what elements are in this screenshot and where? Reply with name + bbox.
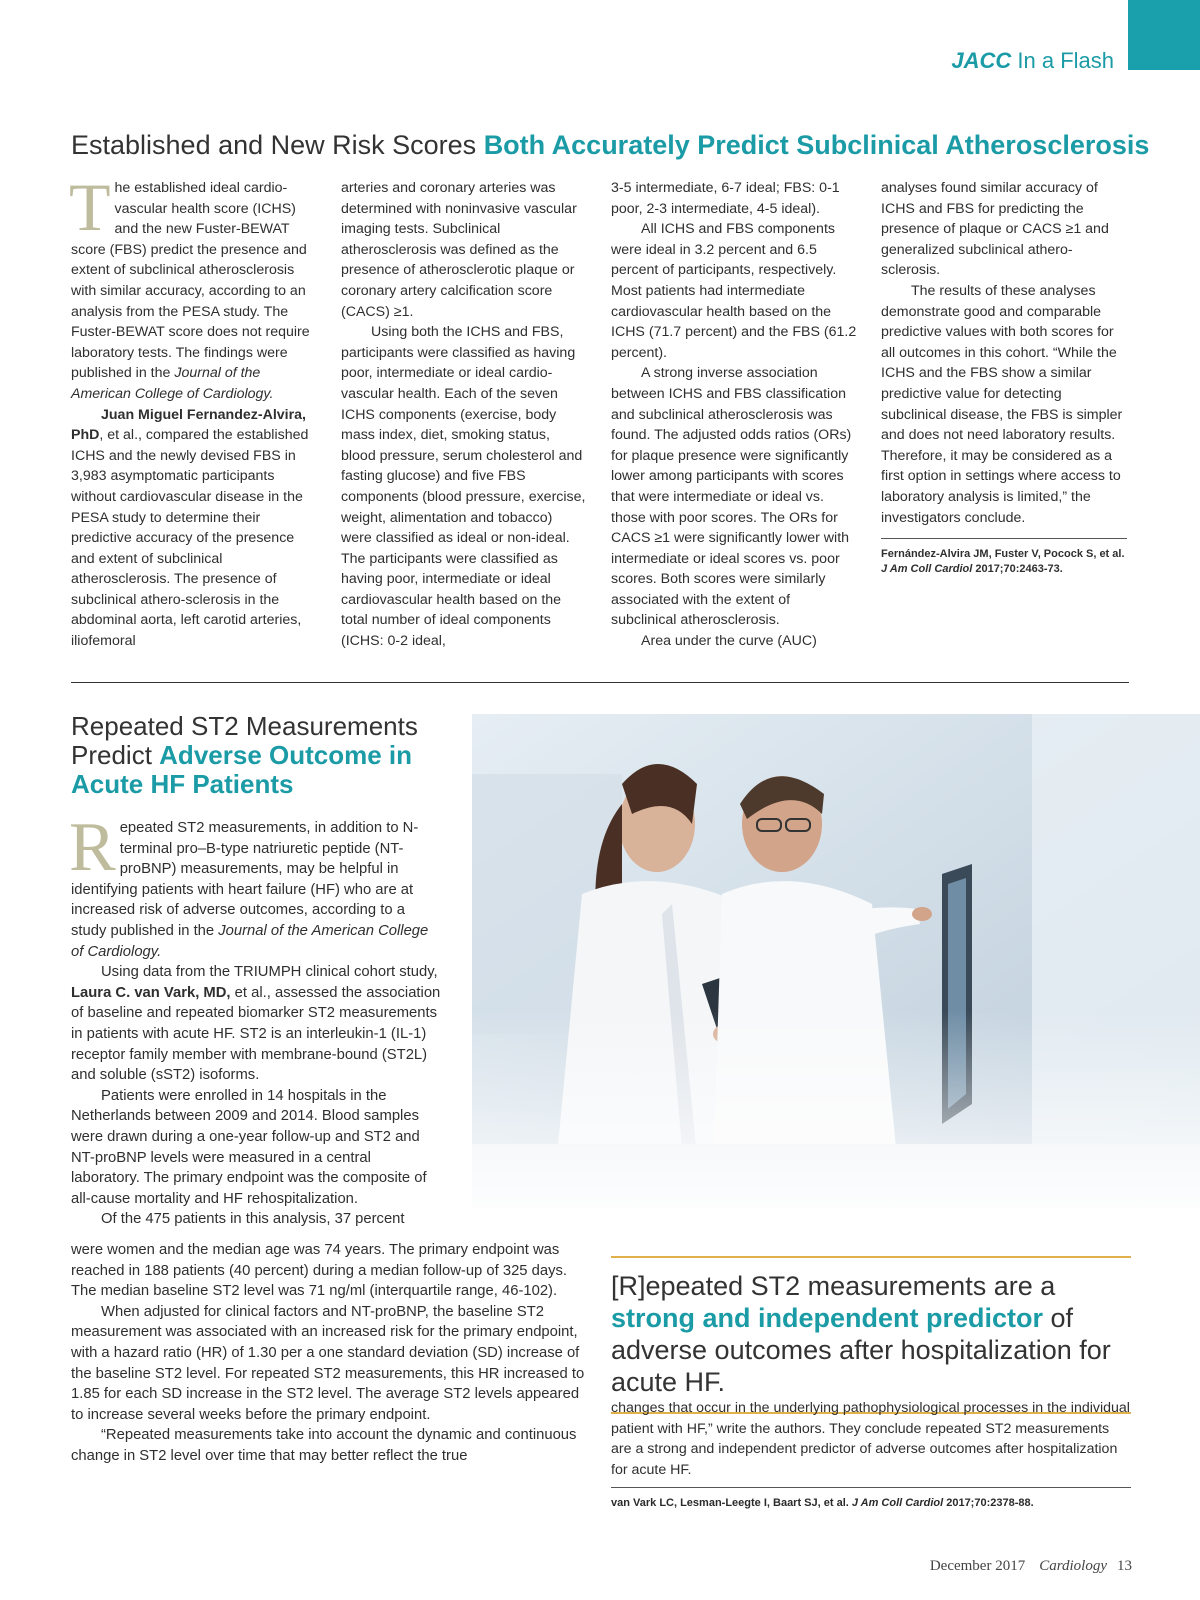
article2-paragraph: were women and the median age was 74 years. The primary endpoint was reached in 188 patients (40 percent) during a median follow-up of 325 days. The median baseline ST2 level was 71 ng/ml (interquartile range, 46-102). — [71, 1242, 568, 1300]
article2-title: Repeated ST2 Measurements Predict Adverse Outcome in Acute HF Patients — [71, 711, 418, 799]
page-footer — [930, 1558, 1132, 1575]
page-number: 13 — [1117, 1558, 1132, 1574]
article1-column-1 — [69, 169, 317, 652]
dropcap: T — [69, 169, 111, 245]
article1-column-3 — [611, 178, 857, 652]
article1-paragraph: analyses found similar accuracy of ICHS and FBS for predicting the presence of plaque or CACS ≥1 and generalized subclinical athero-sclerosis. — [881, 180, 1109, 279]
magazine-name: Cardiology — [1039, 1558, 1107, 1574]
corner-tab — [1128, 0, 1200, 70]
article1-paragraph: 3-5 intermediate, 6-7 ideal; FBS: 0-1 poor, 2-3 intermediate, 4-5 ideal). — [611, 180, 840, 217]
article1-title — [71, 128, 1150, 162]
article1-paragraph: The established ideal cardio-vascular health score (ICHS) and the new Fuster-BEWAT score (FBS) predict the presence and extent of subclinical atherosclerosis with similar accuracy, according to an analysis from the PESA study. The Fuster-BEWAT score does not require laboratory tests. The findings were published in the Journal of the American College of Cardiology. — [69, 169, 310, 402]
pull-quote: [R]epeated ST2 measurements are a strong and independent predictor of adverse outcomes after hospitalization for acute HF. — [611, 1256, 1131, 1414]
article1-paragraph: Juan Miguel Fernandez-Alvira, PhD, et al., compared the established ICHS and the newly devised FBS in 3,983 asymptomatic participants without cardiovascular disease in the PESA study to determine their predictive accuracy of the presence and extent of subclinical atherosclerosis. The presence of subclinical athero-sclerosis in the abdominal aorta, left carotid arteries, iliofemoral — [71, 406, 309, 650]
author-name: Laura C. van Vark, MD, — [71, 984, 231, 1001]
article1-paragraph: Area under the curve (AUC) — [641, 633, 817, 650]
article1-column-2 — [341, 178, 587, 652]
article1-title-plain: Established and New Risk Scores — [71, 130, 484, 160]
article2-column-wide — [71, 1240, 591, 1467]
section-header — [951, 48, 1114, 74]
section-divider — [71, 682, 1129, 683]
article2-paragraph: changes that occur in the underlying pathophysiological processes in the individual patient with HF,” write the authors. They conclude repeated ST2 measurements are a strong and independent predictor of adverse outcomes after hospitalization for acute HF. — [611, 1400, 1130, 1478]
article1-paragraph: The results of these analyses demonstrate good and comparable predictive values with both scores for all outcomes in this cohort. “While the ICHS and the FBS show a similar predictive value for detecting subclinical disease, the FBS is simpler and does not need laboratory results. Therefore, it may be considered as a first option in settings where access to laboratory analysis is limited,” the investigators conclude. — [881, 282, 1123, 526]
header-section: In a Flash — [1017, 48, 1114, 73]
article1-paragraph: A strong inverse association between ICHS and FBS classification and subclinical atherosclerosis was found. The adjusted odds ratios (ORs) for plaque presence were significantly lower among participants with scores that were intermediate or ideal vs. those with poor scores. The ORs for CACS ≥1 were significantly lower with intermediate or ideal scores vs. poor scores. Both scores were similarly associated with the extent of subclinical atherosclerosis. — [611, 365, 852, 629]
article2-paragraph: Using data from the TRIUMPH clinical cohort study, Laura C. van Vark, MD, et al., assessed the association of baseline and repeated biomarker ST2 measurements in patients with acute HF. ST2 is an interleukin-1 (IL-1) receptor family member with membrane-bound (ST2L) and soluble (sST2) isoforms. — [71, 964, 441, 1084]
article2-column-right — [611, 1398, 1131, 1480]
article2-paragraph: When adjusted for clinical factors and NT-proBNP, the baseline ST2 measurement was associated with an increased risk for the primary endpoint, with a hazard ratio (HR) of 1.30 per a one standard deviation (SD) increase of the baseline ST2 level. For repeated ST2 measurements, this HR increased to 1.85 for each SD increase in the ST2 level. The average ST2 levels appeared to increase several weeks before the primary endpoint. — [71, 1303, 585, 1423]
author-name: Juan Miguel Fernandez-Alvira, PhD — [71, 406, 306, 444]
article2-paragraph: Repeated ST2 measurements, in addition to N-terminal pro–B-type natriuretic peptide (NT-proBNP) measurements, may be helpful in identifying patients with heart failure (HF) who are at increased risk of adverse outcomes, according to a study published in the Journal of the American College of Cardiology. — [69, 809, 429, 960]
article2-column-left — [69, 809, 441, 1230]
article1-citation: Fernández-Alvira JM, Fuster V, Pocock S, et al. J Am Coll Cardiol 2017;70:2463-73. — [881, 538, 1127, 577]
article2-paragraph: Patients were enrolled in 14 hospitals in the Netherlands between 2009 and 2014. Blood samples were drawn during a one-year follow-up and ST2 and NT-proBNP levels were measured in a central laboratory. The primary endpoint was the composite of all-cause mortality and HF rehospitalization. — [71, 1087, 427, 1207]
article2-citation: van Vark LC, Lesman-Leegte I, Baart SJ, et al. J Am Coll Cardiol 2017;70:2378-88. — [611, 1487, 1131, 1511]
article1-paragraph: arteries and coronary arteries was determined with noninvasive vascular imaging tests. Subclinical atherosclerosis was defined as the presence of atherosclerotic plaque or coronary artery calcification score (CACS) ≥1. — [341, 180, 577, 320]
lab-photo-illustration — [472, 714, 1200, 1208]
article2-paragraph: “Repeated measurements take into account the dynamic and continuous change in ST2 level over time that may better reflect the true — [71, 1427, 577, 1464]
issue-date: December 2017 — [929, 1558, 1026, 1574]
article1-paragraph: Using both the ICHS and FBS, participants were classified as having poor, intermediate or ideal cardio-vascular health. Each of the seven ICHS components (exercise, body mass index, diet, smoking status, blood pressure, serum cholesterol and fasting glucose) and five FBS components (blood pressure, exercise, weight, alimentation and tobacco) were classified as ideal or non-ideal. The participants were classified as having poor, intermediate or ideal cardiovascular health based on the total number of ideal components (ICHS: 0-2 ideal, — [341, 324, 586, 650]
article1-title-highlight: Both Accurately Predict Subclinical Atherosclerosis — [483, 130, 1150, 160]
article1-paragraph: All ICHS and FBS components were ideal in 3.2 percent and 6.5 percent of participants, respectively. Most patients had intermediate cardiovascular health based on the ICHS (71.7 percent) and the FBS (61.2 percent). — [611, 221, 857, 361]
header-brand: JACC — [951, 48, 1012, 73]
article2-paragraph: Of the 475 patients in this analysis, 37 percent — [101, 1211, 405, 1228]
article1-column-4 — [881, 178, 1127, 577]
dropcap: R — [69, 809, 116, 886]
lab-photo — [472, 714, 1200, 1208]
